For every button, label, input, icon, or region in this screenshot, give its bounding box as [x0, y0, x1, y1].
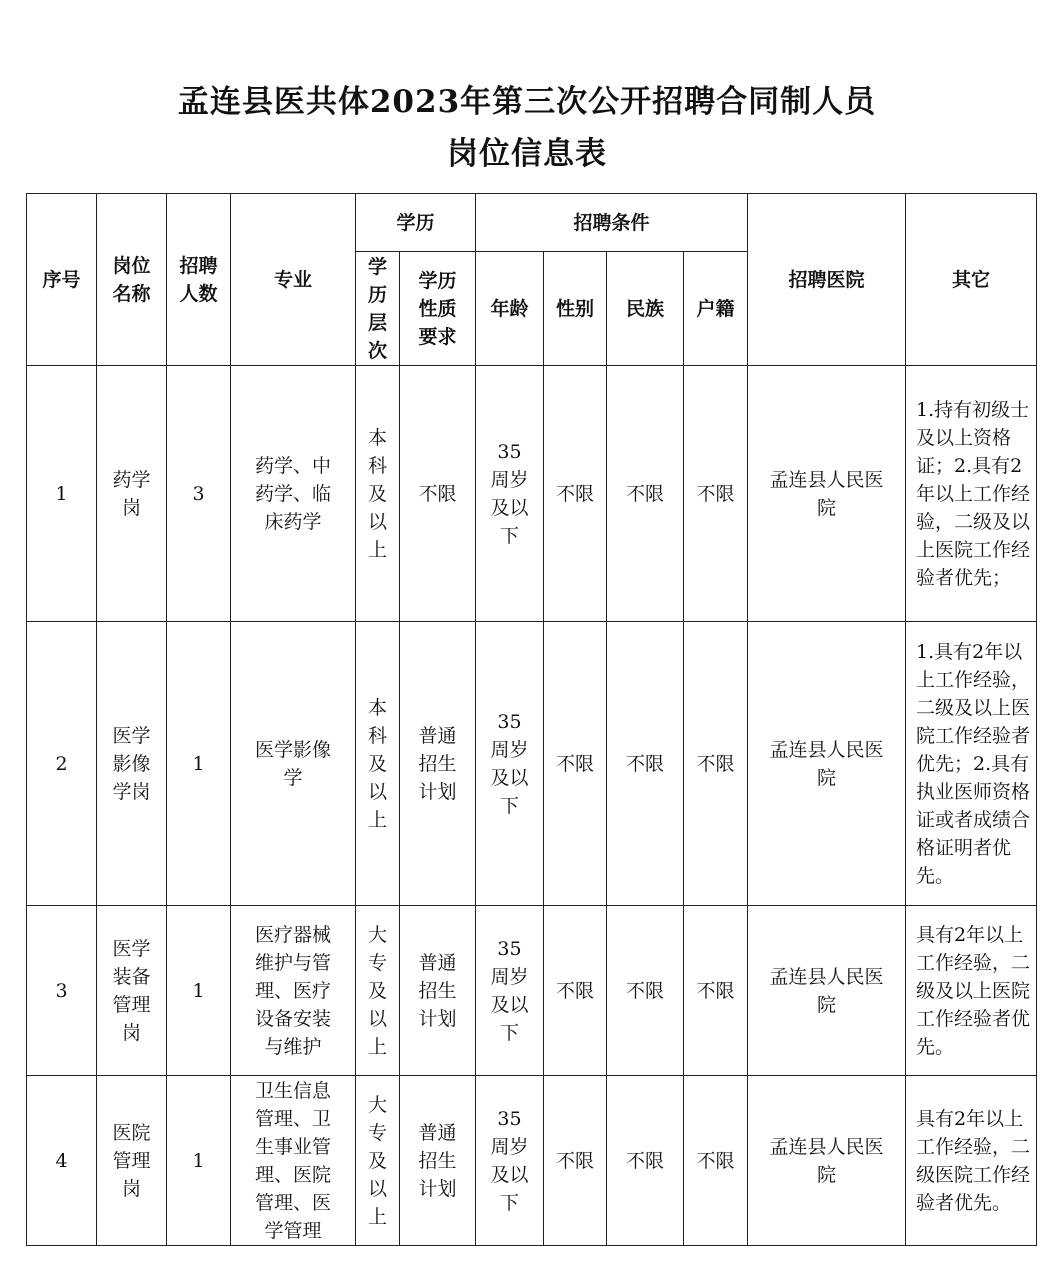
cell-edu-type: 普通 招生 计划	[400, 1076, 476, 1246]
header-hospital: 招聘医院	[748, 194, 906, 366]
cell-hukou: 不限	[684, 366, 748, 622]
header-count: 招聘 人数	[167, 194, 231, 366]
cell-age: 35 周岁 及以 下	[476, 1076, 544, 1246]
cell-gender: 不限	[544, 366, 607, 622]
cell-other: 具有2年以上工作经验，二级及以上医院工作经验者优先。	[906, 906, 1037, 1076]
table-row	[27, 366, 1037, 622]
header-edu-type: 学历 性质 要求	[400, 252, 476, 366]
cell-gender: 不限	[544, 622, 607, 906]
header-conditions: 招聘条件	[476, 194, 748, 252]
header-edu-level: 学 历 层 次	[356, 252, 400, 366]
cell-edu-level: 本 科 及 以 上	[356, 366, 400, 622]
cell-gender: 不限	[544, 906, 607, 1076]
cell-count: 1	[167, 1076, 231, 1246]
cell-edu-type: 不限	[400, 366, 476, 622]
cell-count: 1	[167, 622, 231, 906]
cell-hospital: 孟连县人民医 院	[748, 1076, 906, 1246]
cell-seq: 3	[27, 906, 97, 1076]
cell-edu-level: 大 专 及 以 上	[356, 1076, 400, 1246]
job-table	[26, 193, 1037, 1246]
cell-count: 3	[167, 366, 231, 622]
cell-ethnic: 不限	[607, 366, 684, 622]
header-edu: 学历	[356, 194, 476, 252]
header-post: 岗位 名称	[97, 194, 167, 366]
cell-hukou: 不限	[684, 1076, 748, 1246]
cell-count: 1	[167, 906, 231, 1076]
page-subtitle: 岗位信息表	[447, 136, 607, 172]
cell-other: 具有2年以上工作经验，二级医院工作经验者优先。	[906, 1076, 1037, 1246]
table-row	[27, 622, 1037, 906]
cell-ethnic: 不限	[607, 906, 684, 1076]
header-gender: 性别	[544, 252, 607, 366]
cell-age: 35 周岁 及以 下	[476, 622, 544, 906]
header-major: 专业	[231, 194, 356, 366]
page-title: 孟连县医共体2023年第三次公开招聘合同制人员	[177, 84, 877, 120]
cell-ethnic: 不限	[607, 622, 684, 906]
cell-other: 1.具有2年以上工作经验，二级及以上医院工作经验者优先；2.具有执业医师资格证或者成绩合格证明者优先。	[906, 622, 1037, 906]
header-row-1	[27, 194, 1037, 252]
header-ethnic: 民族	[607, 252, 684, 366]
cell-hukou: 不限	[684, 622, 748, 906]
header-seq: 序号	[27, 194, 97, 366]
cell-major: 药学、中 药学、临 床药学	[231, 366, 356, 622]
cell-post: 医院 管理 岗	[97, 1076, 167, 1246]
cell-seq: 2	[27, 622, 97, 906]
cell-edu-level: 大 专 及 以 上	[356, 906, 400, 1076]
cell-other: 1.持有初级士及以上资格证；2.具有2年以上工作经验，二级及以上医院工作经验者优先；	[906, 366, 1037, 622]
cell-major: 卫生信息 管理、卫 生事业管 理、医院 管理、医 学管理	[231, 1076, 356, 1246]
cell-edu-type: 普通 招生 计划	[400, 622, 476, 906]
header-other: 其它	[906, 194, 1037, 366]
cell-hukou: 不限	[684, 906, 748, 1076]
cell-post: 药学 岗	[97, 366, 167, 622]
cell-hospital: 孟连县人民医 院	[748, 906, 906, 1076]
cell-edu-level: 本 科 及 以 上	[356, 622, 400, 906]
header-age: 年龄	[476, 252, 544, 366]
table-row	[27, 906, 1037, 1076]
cell-age: 35 周岁 及以 下	[476, 906, 544, 1076]
cell-major: 医学影像 学	[231, 622, 356, 906]
header-hukou: 户籍	[684, 252, 748, 366]
cell-hospital: 孟连县人民医 院	[748, 366, 906, 622]
cell-post: 医学 装备 管理 岗	[97, 906, 167, 1076]
cell-age: 35 周岁 及以 下	[476, 366, 544, 622]
cell-hospital: 孟连县人民医 院	[748, 622, 906, 906]
cell-ethnic: 不限	[607, 1076, 684, 1246]
cell-post: 医学 影像 学岗	[97, 622, 167, 906]
cell-seq: 1	[27, 366, 97, 622]
table-row	[27, 1076, 1037, 1246]
cell-gender: 不限	[544, 1076, 607, 1246]
cell-major: 医疗器械 维护与管 理、医疗 设备安装 与维护	[231, 906, 356, 1076]
cell-edu-type: 普通 招生 计划	[400, 906, 476, 1076]
cell-seq: 4	[27, 1076, 97, 1246]
